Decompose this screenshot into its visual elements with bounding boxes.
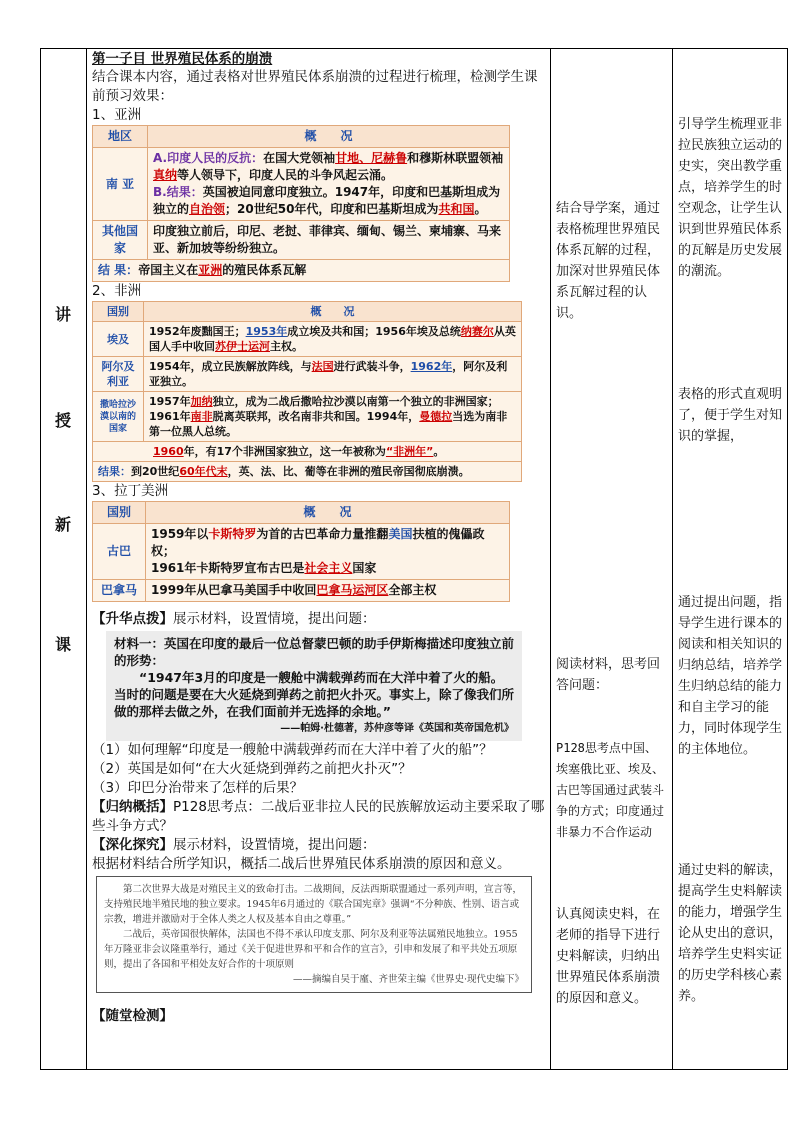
side-label: 课 bbox=[54, 635, 71, 654]
row-label: 巴拿马 bbox=[93, 580, 146, 602]
activity-note: 认真阅读史料，在老师的指导下进行史料解读，归纳出世界殖民体系崩溃的原因和意义。 bbox=[556, 907, 661, 1006]
africa-table bbox=[92, 301, 522, 482]
question-3: （3）印巴分治带来了怎样的后果？ bbox=[92, 780, 304, 796]
row-label: 其他国家 bbox=[93, 221, 148, 260]
asia-table bbox=[92, 125, 510, 282]
africa-heading: 2、非洲 bbox=[92, 283, 142, 299]
col-header: 国别 bbox=[93, 302, 144, 322]
col-header: 概 况 bbox=[148, 126, 510, 148]
main-content bbox=[92, 48, 548, 1026]
summary-line: 【归纳概括】P128思考点：二战后亚非拉人民的民族解放运动主要采取了哪些斗争方式？ bbox=[92, 799, 545, 834]
design-note: 通过提出问题，指导学生进行课本的阅读和相关知识的归纳总结，培养学生归纳总结的能力和自主学习的能力，同时体现学生的主体地位。 bbox=[678, 595, 783, 757]
col-header: 地区 bbox=[93, 126, 148, 148]
row-label: 南 亚 bbox=[93, 148, 148, 221]
row-label: 古巴 bbox=[93, 524, 146, 580]
fill-blank: 自治领 bbox=[189, 202, 226, 216]
explore-task: 根据材料结合所学知识，概括二战后世界殖民体系崩溃的原因和意义。 bbox=[92, 856, 511, 872]
fill-blank: 真纳 bbox=[153, 168, 178, 182]
column-divider bbox=[550, 48, 551, 1070]
upgrade-line: 【升华点拨】展示材料，设置情境，提出问题： bbox=[92, 611, 376, 627]
sub-saharan-cell: 1957年加纳独立，成为二战后撒哈拉沙漠以南第一个独立的非洲国家；1961年南非脱离英联邦，改名南非共和国。1994年，曼德拉当选为南非第一位黑人总统。 bbox=[144, 392, 522, 442]
section-title: 第一子目 世界殖民体系的崩溃 bbox=[92, 51, 273, 67]
row-label: 阿尔及利亚 bbox=[93, 357, 144, 392]
asia-heading: 1、亚洲 bbox=[92, 107, 142, 123]
fill-blank: 共和国 bbox=[438, 202, 475, 216]
design-note: 表格的形式直观明了，便于学生对知识的掌握， bbox=[678, 387, 783, 444]
africa-result: 结果：到20世纪60年代末，英、法、比、葡等在非洲的殖民帝国彻底崩溃。 bbox=[93, 462, 522, 482]
row-label: 撒哈拉沙漠以南的国家 bbox=[93, 392, 144, 442]
explore-line: 【深化探究】展示材料，设置情境，提出问题： bbox=[92, 837, 376, 853]
col-header: 国别 bbox=[93, 502, 146, 524]
panama-cell: 1999年从巴拿马美国手中收回巴拿马运河区全部主权 bbox=[146, 580, 510, 602]
cuba-cell: 1959年以卡斯特罗为首的古巴革命力量推翻美国扶植的傀儡政权； 1961年卡斯特罗宣布古巴是社会主义国家 bbox=[146, 524, 510, 580]
fill-blank: 甘地、尼赫鲁 bbox=[335, 151, 408, 165]
history-material-box: 第二次世界大战是对殖民主义的致命打击。二战期间，反法西斯联盟通过一系列声明，宣言等，支持殖民地半殖民地的独立要求。1945年6月通过的《联合国宪章》强调“不分种族、性别、语言或宗教，增进并激励对于全体人类之人权及基本自由之尊重。” 二战后，英帝国很快解体，法国也不得不承认印度支那、阿尔及利亚等法属殖民地独立。1955年万隆亚非会议隆重举行，通过《关于促进世界和平和合作的宣言》，引申和发展了和平共处五项原则，提出了各国和平相处友好合作的十项原则 ——摘编自吴于廑、齐世荣主编《世界史·现代史编下》 bbox=[96, 876, 532, 993]
activity-note: 阅读材料，思考回答问题： bbox=[556, 657, 661, 693]
south-asia-cell: A.印度人民的反抗：在国大党领袖甘地、尼赫鲁和穆斯林联盟领袖真纳等人领导下，印度人民的斗争风起云涌。 B.结果：英国被迫同意印度独立。1947年，印度和巴基斯坦成为独立的自治领；20世纪50年代，印度和巴基斯坦成为共和国。 bbox=[148, 148, 510, 221]
africa-year-cell: 1960年，有17个非洲国家独立，这一年被称为“非洲年”。 bbox=[93, 442, 522, 462]
row-label: 埃及 bbox=[93, 322, 144, 357]
side-label: 授 bbox=[54, 411, 71, 430]
design-note: 引导学生梳理亚非拉民族独立运动的史实，突出教学重点，培养学生的时空观念，让学生认识到世界殖民体系的瓦解是历史发展的潮流。 bbox=[678, 117, 783, 279]
question-1: （1）如何理解“印度是一艘舱中满载弹药而在大洋中着了火的船”？ bbox=[92, 742, 493, 758]
question-2: （2）英国是如何“在大火延烧到弹药之前把火扑灭”？ bbox=[92, 761, 412, 777]
algeria-cell: 1954年，成立民族解放阵线，与法国进行武装斗争，1962年，阿尔及利亚独立。 bbox=[144, 357, 522, 392]
column-divider bbox=[672, 48, 673, 1070]
col-header: 概 况 bbox=[144, 302, 522, 322]
column-divider bbox=[86, 48, 87, 1070]
activity-note: P128思考点中国、埃塞俄比亚、埃及、古巴等国通过武装斗争的方式；印度通过非暴力不合作运动 bbox=[556, 741, 665, 839]
col-header: 概 况 bbox=[146, 502, 510, 524]
asia-result: 结 果：帝国主义在亚洲的殖民体系瓦解 bbox=[93, 260, 510, 282]
egypt-cell: 1952年废黜国王；1953年成立埃及共和国；1956年埃及总统纳赛尔从英国人手中收回苏伊士运河主权。 bbox=[144, 322, 522, 357]
side-label: 新 bbox=[54, 515, 71, 534]
material-quote: 材料一：英国在印度的最后一位总督蒙巴顿的助手伊斯梅描述印度独立前的形势： “1947年3月的印度是一艘舱中满载弹药而在大洋中着了火的船。当时的问题是要在大火延烧到弹药之前把火扑灭。事实上，除了像我们所做的那样去做之外，在我们面前并无选择的余地。” ——帕姆·杜德著，苏仲彦等译《英国和英帝国危机》 bbox=[106, 631, 522, 741]
side-label: 讲 bbox=[54, 305, 71, 324]
latin-table bbox=[92, 501, 510, 602]
activity-note: 结合导学案，通过表格梳理世界殖民体系瓦解的过程，加深对世界殖民体系瓦解过程的认识。 bbox=[556, 201, 661, 321]
check-label: 【随堂检测】 bbox=[92, 1008, 173, 1024]
intro-text: 结合课本内容，通过表格对世界殖民体系崩溃的过程进行梳理，检测学生课前预习效果： bbox=[92, 69, 538, 104]
other-cell: 印度独立前后，印尼、老挝、菲律宾、缅甸、锡兰、柬埔寨、马来亚、新加坡等纷纷独立。 bbox=[148, 221, 510, 260]
design-note: 通过史料的解读，提高学生史料解读的能力，增强学生论从史出的意识，培养学生史料实证的历史学科核心素养。 bbox=[678, 863, 783, 1004]
latin-heading: 3、拉丁美洲 bbox=[92, 483, 169, 499]
